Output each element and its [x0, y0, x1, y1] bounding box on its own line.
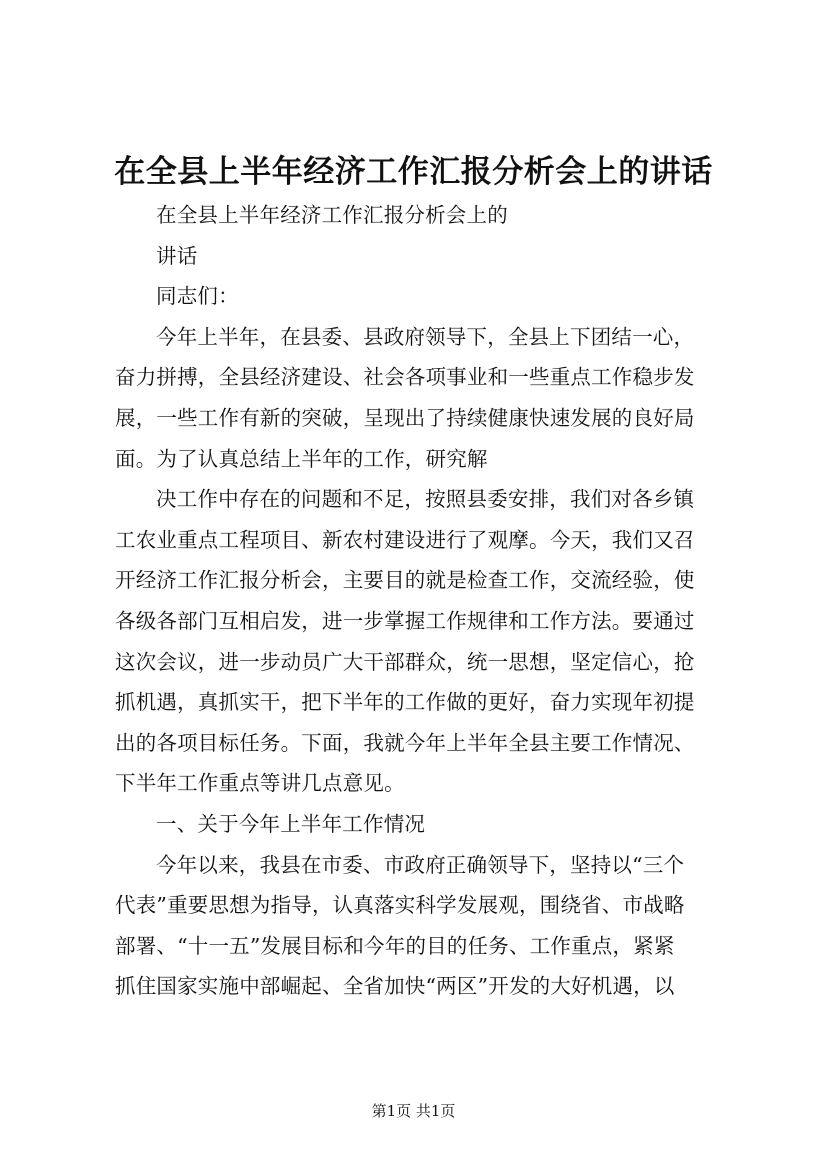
text-line: 一、关于今年上半年工作情况 [156, 811, 426, 836]
document-body [115, 195, 715, 1007]
text-line: 奋力拼搏，全县经济建设、社会各项事业和一些重点工作稳步发 [115, 365, 695, 390]
text-line: 这次会议，进一步动员广大干部群众，统一思想，坚定信心，抢 [115, 649, 695, 674]
document-title: 在全县上半年经济工作汇报分析会上的讲话 [114, 154, 713, 190]
text-line: 在全县上半年经济工作汇报分析会上的 [156, 203, 508, 227]
text-line: 各级各部门互相启发，进一步掌握工作规律和工作方法。要通过 [115, 608, 695, 633]
text-line: 展，一些工作有新的突破，呈现出了持续健康快速发展的良好局 [115, 405, 695, 430]
text-line: 出的各项目标任务。下面，我就今年上半年全县主要工作情况、 [115, 730, 695, 755]
text-line: 开经济工作汇报分析会，主要目的就是检查工作，交流经验，使 [115, 568, 695, 593]
text-line: 今年以来，我县在市委、市政府正确领导下，坚持以“三个 [156, 852, 685, 877]
text-line: 抓住国家实施中部崛起、全省加快“两区”开发的大好机遇，以 [115, 974, 675, 999]
text-line: 同志们： [156, 284, 239, 309]
text-line: 面。为了认真总结上半年的工作，研究解 [115, 446, 488, 471]
text-line: 部署、“十一五”发展目标和今年的目的任务、工作重点，紧紧 [115, 933, 675, 958]
page-footer: 第1页 共1页 [371, 1102, 456, 1120]
text-line: 今年上半年，在县委、县政府领导下，全县上下团结一心， [156, 324, 695, 349]
text-line: 工农业重点工程项目、新农村建设进行了观摩。今天，我们又召 [115, 527, 695, 552]
text-line: 抓机遇，真抓实干，把下半年的工作做的更好，奋力实现年初提 [115, 690, 695, 715]
text-line: 代表”重要思想为指导，认真落实科学发展观，围绕省、市战略 [115, 893, 685, 918]
text-line: 决工作中存在的问题和不足，按照县委安排，我们对各乡镇 [156, 487, 695, 512]
text-line: 讲话 [156, 243, 198, 268]
text-line: 下半年工作重点等讲几点意见。 [115, 771, 405, 796]
